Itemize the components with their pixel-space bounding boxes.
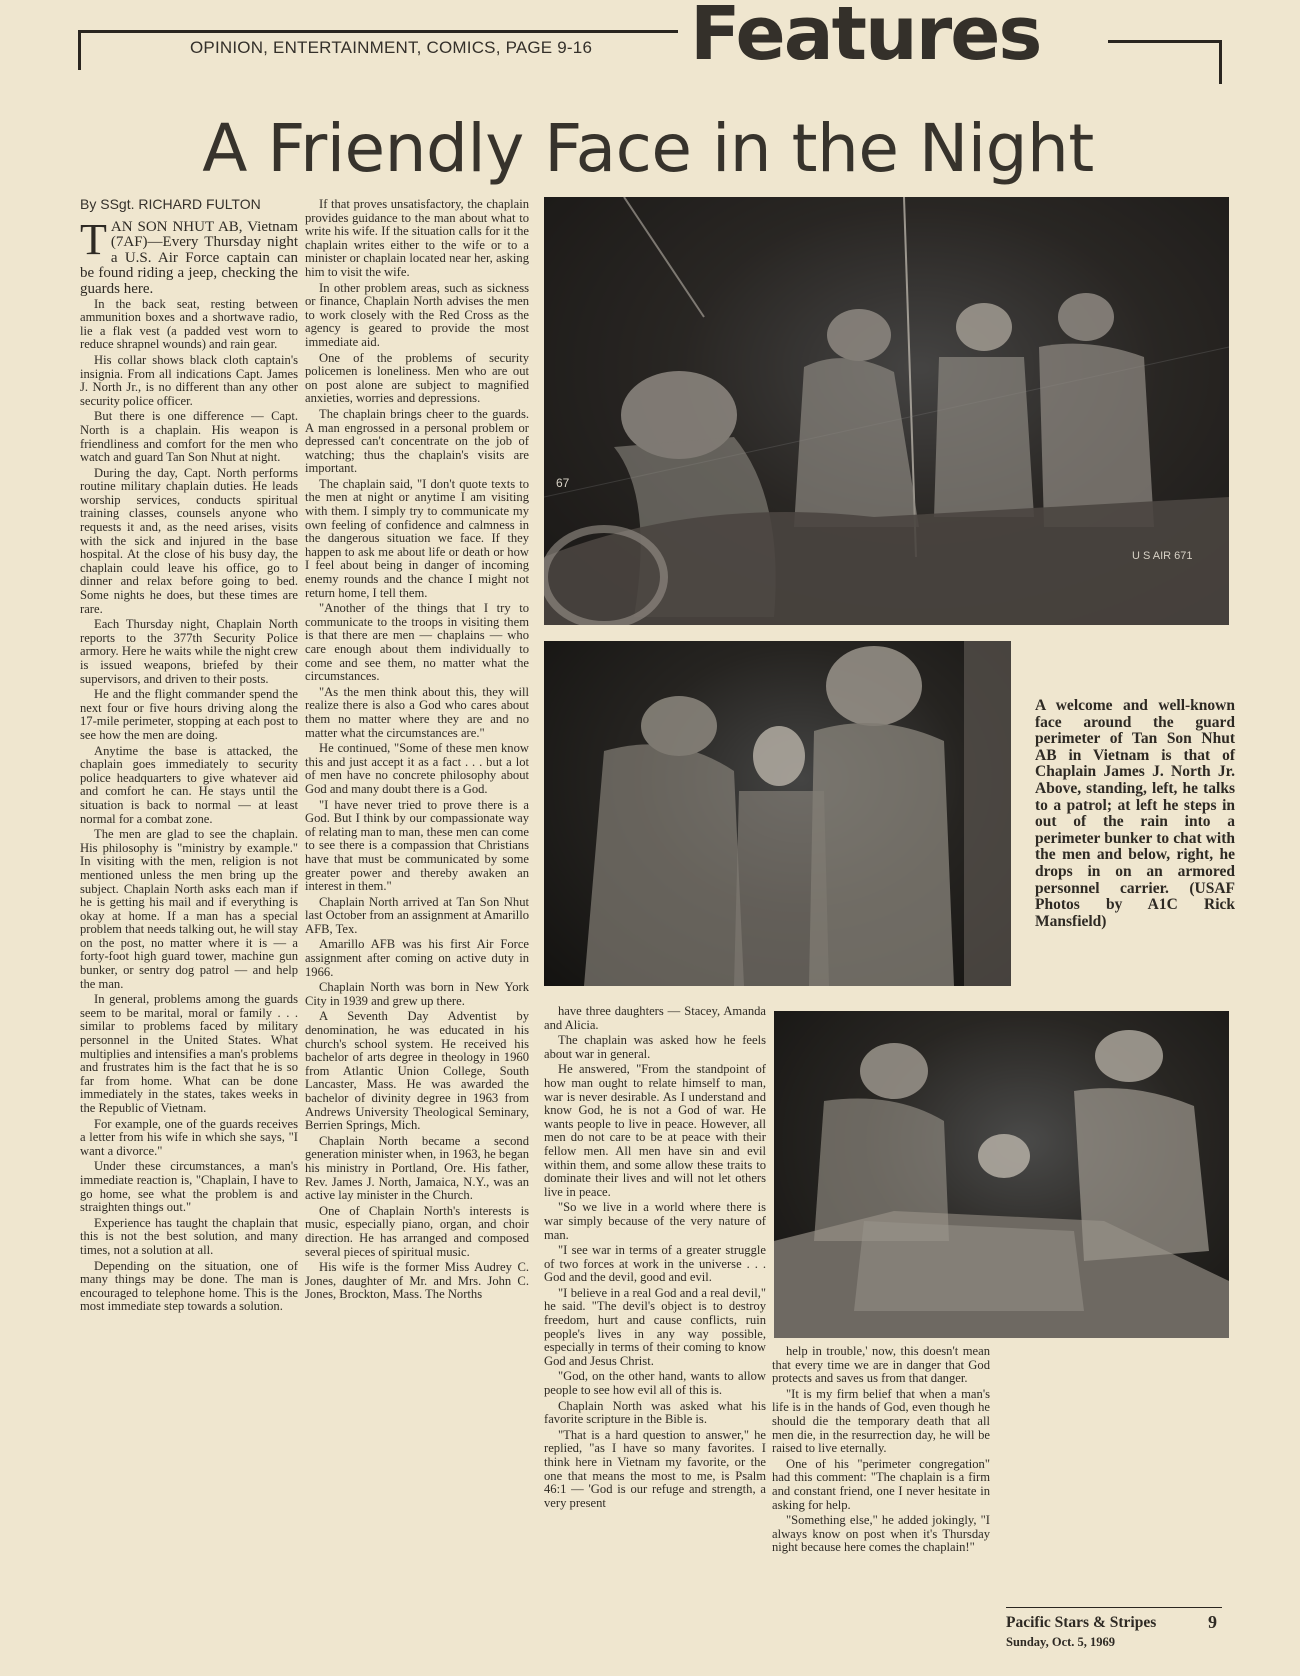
paragraph: The chaplain was asked how he feels about war in general. [544, 1033, 766, 1061]
paragraph: "Something else," he added jokingly, "I always know on post when it's Thursday night because here comes the chaplain!" [772, 1513, 990, 1555]
paragraph: "So we live in a world where there is war simply because of the very nature of man. [544, 1200, 766, 1242]
paragraph: "I believe in a real God and a real devil," he said. "The devil's object is to destroy freedom, hurt and cause conflicts, ruin people's lives in any way possible, especially in terms of their coming to know God and Jesus Christ. [544, 1285, 766, 1368]
paragraph: "That is a hard question to answer," he replied, "as I have so many favorites. I think here in Vietnam my favorite, or the one that means the most to me, is Psalm 46:1 — 'God is our refuge and strength, a very present [544, 1427, 766, 1510]
paragraph: Each Thursday night, Chaplain North reports to the 377th Security Police armory. Here he waits while the night crew is issued weapons, briefed by their supervisors, and driven to their posts. [80, 617, 298, 686]
paragraph: He continued, "Some of these men know this and just accept it as a fact . . . but a lot of men have no concrete philosophy about God and many doubt there is a God. [305, 741, 529, 796]
paragraph: Chaplain North was asked what his favorite scripture in the Bible is. [544, 1398, 766, 1427]
paragraph: Experience has taught the chaplain that this is not the best solution, and many times, not a solution at all. [80, 1215, 298, 1257]
lead-paragraph [80, 214, 298, 298]
photo-caption: A welcome and well-known face around the guard perimeter of Tan Son Nhut AB in Vietnam is that of Chaplain James J. North Jr. Above, standing, left, he talks to a patrol; at left he steps in out of the rain into a perimeter bunker to chat with the men and below, right, he drops in on an armored personnel carrier. (USAF Photos by A1C Rick Mansfield) [1035, 697, 1235, 930]
paragraph: The men are glad to see the chaplain. His philosophy is "ministry by example." In visiting with the men, religion is not mentioned unless the men bring up the subject. Chaplain North asks each man if he is getting his mail and if everything is okay at home. If a man has a special problem that needs talking out, he will stay on the post, no matter where it is — a forty-foot high guard tower, machine gun bunker, or sentry dog patrol — and help the man. [80, 827, 298, 991]
paragraph: In other problem areas, such as sickness or finance, Chaplain North advises the men to work closely with the Red Cross as the agency is geared to provide the most immediate aid. [305, 280, 529, 349]
header-rule-top [78, 30, 678, 33]
photo-perimeter-bunker-art [544, 641, 1011, 986]
article-column-2 [305, 198, 529, 1598]
paragraph: Amarillo AFB was his first Air Force assignment after coming on active duty in 1966. [305, 937, 529, 979]
paragraph: He answered, "From the standpoint of how man ought to relate himself to man, war is never desirable. As I understand and know God, he is not a God of war. He wants people to live in peace. However, all men do not care to be at peace with their fellow men. All men have sin and evil within them, and some allow these traits to dominate their lives and will not let others live in peace. [544, 1062, 766, 1199]
footer-rule [1006, 1607, 1222, 1608]
section-kicker: OPINION, ENTERTAINMENT, COMICS, PAGE 9-16 [190, 38, 593, 57]
paragraph: Anytime the base is attacked, the chaplain goes immediately to security police headquarters to give whatever aid and comfort he can. He stays until the situation is back to normal — at least normal for a combat zone. [80, 743, 298, 826]
photo-armored-carrier-art [774, 1011, 1229, 1338]
photo-armored-carrier [774, 1011, 1229, 1338]
paragraph: Depending on the situation, one of many things may be done. The man is encouraged to telephone home. This is the most immediate step towards a solution. [80, 1258, 298, 1314]
paragraph: have three daughters — Stacey, Amanda and Alicia. [544, 1005, 766, 1032]
byline: By SSgt. RICHARD FULTON [80, 198, 261, 212]
article-column-3 [544, 1005, 766, 1605]
paragraph: Under these circumstances, a man's immediate reaction is, "Chaplain, I have to go home, see what the problem is and straighten things out." [80, 1159, 298, 1215]
article-column-1 [80, 198, 298, 1598]
publication-name: Pacific Stars & Stripes [1006, 1614, 1157, 1631]
paragraph: "I see war in terms of a greater struggle of two forces at work in the universe . . . God and the devil, good and evil. [544, 1243, 766, 1285]
paragraph: His collar shows black cloth captain's insignia. From all indications Capt. James J. North Jr., is no different than any other security police officer. [80, 352, 298, 408]
paragraph: His wife is the former Miss Audrey C. Jones, daughter of Mr. and Mrs. John C. Jones, Brockton, Mass. The Norths [305, 1260, 529, 1302]
paragraph: help in trouble,' now, this doesn't mean that every time we are in danger that God protects and saves us from that danger. [772, 1345, 990, 1386]
paragraph: For example, one of the guards receives a letter from his wife in which she says, "I want a divorce." [80, 1116, 298, 1158]
paragraph: "God, on the other hand, wants to allow people to see how evil all of this is. [544, 1369, 766, 1398]
paragraph: "I have never tried to prove there is a God. But I think by our compassionate way of relating man to man, these men can come to see there is a compassion that Christians have that must be communicated by some greater power and thereby awaken an interest in them." [305, 797, 529, 894]
paragraph: One of his "perimeter congregation" had this comment: "The chaplain is a firm and constant friend, one I never hesitate in asking for help. [772, 1456, 990, 1512]
article-headline: A Friendly Face in the Night [202, 110, 1094, 187]
paragraph: Chaplain North was born in New York City in 1939 and grew up there. [305, 980, 529, 1008]
paragraph: But there is one difference — Capt. North is a chaplain. His weapon is friendliness and comfort for the men who watch and guard Tan Son Nhut at night. [80, 409, 298, 465]
photo-patrol-jeep-art [544, 197, 1229, 625]
header-rule-right [1219, 40, 1222, 84]
paragraph: "As the men think about this, they will realize there is also a God who cares about them no matter where they are and no matter what the circumstances are." [305, 684, 529, 740]
paragraph: The chaplain brings cheer to the guards. A man engrossed in a personal problem or depressed can't concentrate on the job of watching; thus the chaplain's visits are important. [305, 406, 529, 476]
paragraph: "It is my firm belief that when a man's life is in the hands of God, even though he should die the temporary death that all men die, in the resurrection day, he will be raised to live eternally. [772, 1386, 990, 1456]
article-column-4 [772, 1345, 990, 1645]
paragraph: During the day, Capt. North performs routine military chaplain duties. He leads worship services, conducts spiritual training classes, counsels anyone who requests it and, as the need arises, visits with the sick and injured in the base hospital. At the close of his busy day, the chaplain could leave his office, go to dinner and relax before going to bed. Some nights he does, but these times are rare. [80, 465, 298, 616]
paragraph: Chaplain North became a second generation minister when, in 1963, he began his ministry in Portland, Ore. His father, Rev. James J. North, Jamaica, N.Y., was an active lay minister in the Church. [305, 1133, 529, 1203]
drop-cap: T [80, 214, 107, 264]
paragraph: In general, problems among the guards seem to be marital, moral or family . . . similar to problems faced by military personnel in the United States. What multiplies and intensifies a man's problems and frustrates him is the fact that he is so far from home. What can be done immediately in the states, takes weeks in the Republic of Vietnam. [80, 992, 298, 1115]
jeep-number-left: 67 [556, 476, 570, 490]
section-title: Features [690, 0, 1041, 77]
photo-perimeter-bunker [544, 641, 1011, 986]
header-rule-top-right [1108, 40, 1222, 43]
paragraph: One of the problems of security policemen is loneliness. Men who are out on post alone are subject to magnified anxieties, worries and depressions. [305, 350, 529, 406]
lead-text: AN SON NHUT AB, Vietnam (7AF)—Every Thursday night a U.S. Air Force captain can be found riding a jeep, checking the guards here. [80, 218, 298, 297]
paragraph: If that proves unsatisfactory, the chaplain provides guidance to the man about what to write his wife. If the situation calls for it the chaplain writes either to the wife or to a minister or chaplain located near her, asking him to visit the wife. [305, 198, 529, 279]
paragraph: Chaplain North arrived at Tan Son Nhut last October from an assignment at Amarillo AFB, Tex. [305, 894, 529, 936]
photo-patrol-jeep [544, 197, 1229, 625]
paragraph: In the back seat, resting between ammunition boxes and a shortwave radio, lie a flak vest (a padded vest worn to reduce shrapnel wounds) and rain gear. [80, 296, 298, 352]
publication-date: Sunday, Oct. 5, 1969 [1006, 1635, 1116, 1649]
paragraph: "Another of the things that I try to communicate to the troops in visiting them is that there are men — chaplains — who care enough about them individually to come and see them, no matter what the circumstances. [305, 601, 529, 684]
paragraph: A Seventh Day Adventist by denomination, he was educated in his church's school system. He received his bachelor of arts degree in theology in 1960 from Atlantic Union College, South Lancaster, Mass. He was awarded the bachelor of divinity degree in 1963 from Andrews University Theological Seminary, Berrien Springs, Mich. [305, 1009, 529, 1133]
header-rule-left [78, 30, 81, 70]
jeep-number-right: U S AIR 671 [1132, 550, 1193, 562]
paragraph: One of Chaplain North's interests is music, especially piano, organ, and choir direction. He has arranged and composed several pieces of spiritual music. [305, 1203, 529, 1259]
page-number: 9 [1208, 1612, 1217, 1632]
paragraph: The chaplain said, "I don't quote texts to the men at night or anytime I am visiting with them. I simply try to communicate my own feeling of confidence and calmness in the dangerous situation we face. If they happen to ask me about life or death or how I feel about being in danger of incoming enemy rounds and the chance I might not return home, I tell them. [305, 476, 529, 600]
paragraph: He and the flight commander spend the next four or five hours driving along the 17-mile perimeter, stopping at each post to see how the men are doing. [80, 687, 298, 742]
